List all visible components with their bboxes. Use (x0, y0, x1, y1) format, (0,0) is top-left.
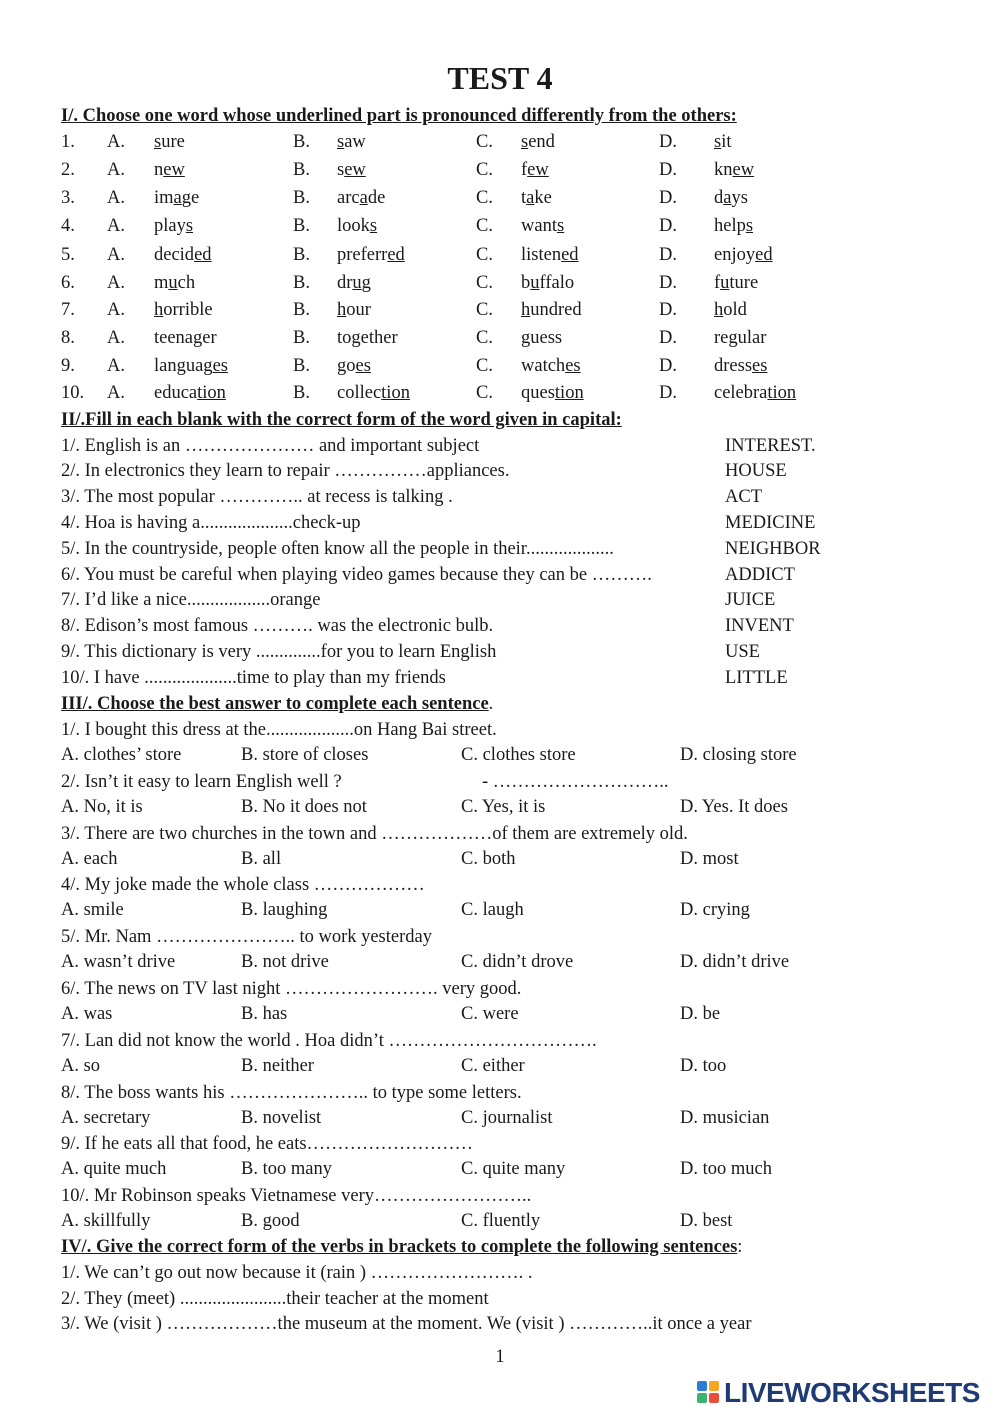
word-prefix: d (714, 188, 724, 208)
mc-option: A. No, it is (61, 796, 143, 817)
question-number: 8. (61, 328, 75, 348)
word-underlined-part: s (337, 132, 345, 152)
word-underlined-part: a (723, 188, 732, 208)
capital-word: ADDICT (725, 565, 795, 585)
capital-word: HOUSE (725, 461, 787, 481)
word-suffix: g (361, 273, 371, 293)
option-word (521, 159, 549, 181)
mc-option: D. musician (680, 1107, 770, 1128)
mc-option: C. clothes store (461, 745, 576, 765)
option-word (714, 131, 731, 153)
verb-sentence: 2/. They (meet) .......................their teacher at the moment (61, 1289, 489, 1309)
option-word (154, 159, 185, 181)
word-prefix: collec (337, 383, 382, 403)
option-letter: C. (476, 245, 493, 265)
fill-blank-sentence: 10/. I have ....................time to play than my friends (61, 668, 446, 688)
word-underlined-part: tion (381, 383, 410, 403)
question-number: 6. (61, 273, 75, 293)
option-letter: B. (293, 383, 310, 403)
word-suffix: de (367, 188, 386, 208)
word-prefix: languag (154, 356, 213, 376)
mc-question: 4/. My joke made the whole class ……………… (61, 875, 425, 896)
mc-option: C. Yes, it is (461, 796, 546, 817)
option-word (521, 299, 582, 321)
word-prefix: help (714, 216, 746, 236)
section-1-heading-text: I/. Choose one word whose underlined part is pronounced differently from the others: (61, 106, 737, 126)
option-letter: A. (107, 160, 125, 180)
word-suffix: ure (161, 132, 185, 152)
section-3-heading-tail: . (488, 694, 494, 714)
option-word (714, 355, 767, 377)
capital-word: USE (725, 642, 760, 662)
mc-option: B. too many (241, 1159, 332, 1180)
verb-sentence: 1/. We can’t go out now because it (rain ) ……………………. . (61, 1263, 533, 1283)
mc-option: D. best (680, 1211, 733, 1232)
logo-text: LIVEWORKSHEETS (724, 1377, 980, 1408)
mc-option: B. good (241, 1211, 300, 1232)
word-underlined-part: a (173, 188, 182, 208)
word-suffix: ys (731, 188, 748, 208)
option-word (521, 215, 564, 237)
mc-option: C. either (461, 1055, 525, 1076)
mc-option: B. store of closes (241, 745, 369, 765)
mc-question: 5/. Mr. Nam ………………….. to work yesterday (61, 927, 432, 948)
word-underlined-part: s (714, 132, 722, 152)
word-prefix: watch (521, 356, 566, 376)
option-word (154, 299, 213, 321)
section-4-heading (61, 1236, 742, 1258)
mc-option: A. was (61, 1004, 113, 1024)
word-underlined-part: es (565, 356, 581, 376)
option-word (714, 299, 747, 321)
word-prefix: preferr (337, 245, 388, 265)
section-3-heading (61, 693, 493, 715)
fill-blank-sentence: 6/. You must be careful when playing video games because they can be ………. (61, 565, 652, 585)
word-prefix: re (714, 328, 729, 348)
question-number: 7. (61, 300, 75, 320)
capital-word: LITTLE (725, 668, 788, 688)
option-letter: D. (659, 216, 677, 236)
capital-word: INVENT (725, 616, 794, 636)
word-prefix: kn (714, 160, 733, 180)
word-prefix: s (337, 160, 345, 180)
word-suffix: aw (344, 132, 366, 152)
option-letter: A. (107, 245, 125, 265)
option-letter: B. (293, 356, 310, 376)
option-letter: A. (107, 356, 125, 376)
mc-answer-blank: - ……………………….. (482, 771, 669, 792)
word-suffix: old (723, 300, 747, 320)
fill-blank-sentence: 5/. In the countryside, people often know all the people in their................... (61, 539, 614, 559)
word-prefix: b (521, 273, 531, 293)
option-word (521, 131, 555, 153)
mc-question: 7/. Lan did not know the world . Hoa didn’t ……………………………. (61, 1030, 597, 1051)
logo-mark-icon (697, 1381, 721, 1405)
option-word (154, 327, 217, 349)
word-prefix: dress (714, 356, 753, 376)
mc-option: D. didn’t drive (680, 952, 790, 973)
mc-option: A. smile (61, 900, 124, 921)
mc-question: 1/. I bought this dress at the...................on Hang Bai street. (61, 720, 497, 740)
option-word (337, 187, 385, 209)
option-letter: B. (293, 216, 310, 236)
word-underlined-part: s (745, 216, 754, 236)
option-word (521, 187, 552, 209)
option-word (154, 215, 193, 237)
option-word (337, 299, 371, 321)
option-word (714, 187, 748, 209)
option-letter: B. (293, 245, 310, 265)
word-underlined-part: s (521, 132, 529, 152)
word-prefix: enjoy (714, 245, 756, 265)
option-letter: B. (293, 132, 310, 152)
word-prefix: f (521, 160, 528, 180)
option-word (521, 327, 562, 349)
word-underlined-part: ed (755, 245, 773, 265)
option-letter: C. (476, 160, 493, 180)
fill-blank-sentence: 9/. This dictionary is very ..............for you to learn English (61, 642, 497, 662)
word-underlined-part: ew (527, 160, 549, 180)
mc-option: D. too much (680, 1159, 772, 1180)
question-number: 4. (61, 216, 75, 236)
capital-word: ACT (725, 487, 762, 507)
word-prefix: look (337, 216, 370, 236)
option-letter: C. (476, 356, 493, 376)
word-underlined-part: s (185, 216, 194, 236)
mc-option: D. Yes. It does (680, 796, 788, 817)
option-word (714, 382, 796, 404)
word-underlined-part: h (337, 300, 347, 320)
word-underlined-part: u (720, 273, 730, 293)
word-prefix: decid (154, 245, 195, 265)
option-letter: D. (659, 160, 677, 180)
option-word (337, 131, 366, 153)
word-suffix: ular (737, 328, 767, 348)
capital-word: JUICE (725, 590, 776, 610)
question-number: 10. (61, 383, 85, 403)
option-word (337, 159, 366, 181)
word-underlined-part: ed (561, 245, 579, 265)
option-word (521, 355, 581, 377)
option-word (154, 272, 195, 294)
word-prefix: want (521, 216, 557, 236)
mc-option: A. quite much (61, 1159, 167, 1180)
test-title: TEST 4 (447, 60, 553, 96)
fill-blank-sentence: 2/. In electronics they learn to repair ……………appliances. (61, 461, 510, 481)
option-word (337, 244, 405, 266)
mc-option: B. No it does not (241, 796, 367, 817)
option-letter: C. (476, 300, 493, 320)
mc-option: B. has (241, 1004, 288, 1024)
liveworksheets-logo (697, 1378, 980, 1408)
word-suffix: undred (530, 300, 582, 320)
option-word (714, 215, 753, 237)
word-suffix: end (528, 132, 555, 152)
mc-option: D. closing store (680, 745, 797, 765)
question-number: 2. (61, 160, 75, 180)
word-suffix: our (346, 300, 371, 320)
mc-option: D. most (680, 848, 739, 869)
option-word (521, 272, 574, 294)
section-1-heading (61, 105, 737, 127)
word-underlined-part: h (154, 300, 164, 320)
mc-option: A. clothes’ store (61, 745, 182, 765)
option-letter: B. (293, 188, 310, 208)
mc-question: 6/. The news on TV last night ……………………. very good. (61, 979, 522, 999)
capital-word: INTEREST. (725, 436, 816, 456)
word-prefix: go (337, 356, 356, 376)
mc-option: B. novelist (241, 1107, 322, 1128)
word-underlined-part: s (369, 216, 378, 236)
section-4-heading-tail: : (737, 1237, 743, 1257)
word-prefix: to (337, 328, 352, 348)
word-suffix: ke (534, 188, 552, 208)
option-word (521, 382, 584, 404)
option-word (714, 244, 773, 266)
word-underlined-part: tion (767, 383, 797, 403)
word-prefix: im (154, 188, 174, 208)
section-2-heading-text: II/.Fill in each blank with the correct form of the word given in capital: (61, 410, 622, 430)
word-underlined-part: a (359, 188, 368, 208)
mc-option: C. quite many (461, 1159, 566, 1180)
option-letter: D. (659, 245, 677, 265)
word-underlined-part: ew (163, 160, 185, 180)
mc-option: B. not drive (241, 952, 329, 973)
option-letter: D. (659, 132, 677, 152)
mc-option: C. were (461, 1004, 519, 1024)
mc-option: A. secretary (61, 1107, 151, 1128)
option-letter: D. (659, 383, 677, 403)
word-suffix: ch (177, 273, 196, 293)
word-underlined-part: ed (387, 245, 405, 265)
option-word (714, 272, 758, 294)
section-3-heading-text: III/. Choose the best answer to complete each sentence (61, 694, 489, 714)
mc-option: D. be (680, 1004, 721, 1024)
word-suffix: ge (181, 188, 200, 208)
word-underlined-part: a (526, 188, 535, 208)
option-word (154, 131, 185, 153)
question-number: 3. (61, 188, 75, 208)
word-underlined-part: s (154, 132, 162, 152)
word-suffix: it (721, 132, 732, 152)
mc-option: B. laughing (241, 900, 328, 921)
option-word (337, 355, 371, 377)
word-underlined-part: g (521, 328, 531, 348)
word-underlined-part: ed (194, 245, 212, 265)
option-letter: C. (476, 383, 493, 403)
option-letter: C. (476, 132, 493, 152)
option-letter: D. (659, 328, 677, 348)
word-prefix: celebra (714, 383, 768, 403)
word-prefix: educa (154, 383, 198, 403)
word-prefix: n (154, 160, 164, 180)
mc-option: D. crying (680, 900, 750, 921)
question-number: 1. (61, 132, 75, 152)
capital-word: MEDICINE (725, 513, 816, 533)
verb-sentence: 3/. We (visit ) ………………the museum at the moment. We (visit ) …………..it once a year (61, 1314, 752, 1334)
option-letter: C. (476, 216, 493, 236)
option-letter: B. (293, 273, 310, 293)
capital-word: NEIGHBOR (725, 539, 821, 559)
mc-question: 10/. Mr Robinson speaks Vietnamese very…………………….. (61, 1186, 532, 1207)
mc-option: D. too (680, 1055, 727, 1076)
word-underlined-part: u (530, 273, 540, 293)
option-letter: A. (107, 273, 125, 293)
word-underlined-part: h (714, 300, 724, 320)
mc-option: C. both (461, 848, 516, 869)
word-underlined-part: tion (554, 383, 584, 403)
fill-blank-sentence: 4/. Hoa is having a....................check-up (61, 513, 361, 533)
option-letter: A. (107, 188, 125, 208)
word-prefix: ques (521, 383, 555, 403)
word-prefix: m (154, 273, 169, 293)
word-prefix: f (714, 273, 721, 293)
option-letter: A. (107, 383, 125, 403)
word-underlined-part: es (752, 356, 768, 376)
option-letter: D. (659, 273, 677, 293)
mc-option: B. all (241, 848, 282, 869)
option-word (714, 327, 766, 349)
option-letter: D. (659, 356, 677, 376)
mc-option: C. journalist (461, 1107, 553, 1128)
word-underlined-part: ew (732, 160, 755, 180)
mc-option: B. neither (241, 1055, 314, 1076)
question-number: 9. (61, 356, 75, 376)
word-suffix: er (202, 328, 217, 348)
mc-option: C. didn’t drove (461, 952, 574, 973)
option-letter: A. (107, 328, 125, 348)
word-suffix: uess (530, 328, 563, 348)
mc-question: 8/. The boss wants his ………………….. to type some letters. (61, 1082, 522, 1103)
mc-question: 3/. There are two churches in the town and ………………of them are extremely old. (61, 823, 688, 844)
option-letter: A. (107, 216, 125, 236)
word-underlined-part: ew (344, 160, 366, 180)
section-4-heading-text: IV/. Give the correct form of the verbs in brackets to complete the following sentences (61, 1237, 738, 1257)
word-underlined-part: g (728, 328, 738, 348)
word-underlined-part: u (168, 273, 178, 293)
option-letter: C. (476, 188, 493, 208)
word-prefix: t (521, 188, 527, 208)
word-underlined-part: s (556, 216, 565, 236)
fill-blank-sentence: 7/. I’d like a nice..................orange (61, 590, 321, 610)
word-underlined-part: g (193, 328, 203, 348)
mc-option: A. each (61, 848, 118, 869)
option-word (154, 244, 212, 266)
option-word (521, 244, 579, 266)
option-word (154, 187, 199, 209)
mc-option: A. so (61, 1055, 101, 1076)
word-suffix: ether (360, 328, 398, 348)
option-letter: C. (476, 273, 493, 293)
option-word (337, 215, 377, 237)
option-word (714, 159, 754, 181)
word-prefix: play (154, 216, 186, 236)
option-letter: B. (293, 160, 310, 180)
word-prefix: listen (521, 245, 562, 265)
mc-option: C. fluently (461, 1211, 541, 1232)
option-letter: A. (107, 132, 125, 152)
option-letter: B. (293, 300, 310, 320)
word-underlined-part: u (352, 273, 362, 293)
word-prefix: dr (337, 273, 353, 293)
mc-option: C. laugh (461, 900, 524, 921)
mc-option: A. wasn’t drive (61, 952, 176, 973)
word-prefix: teena (154, 328, 194, 348)
option-word (154, 382, 226, 404)
mc-option: A. skillfully (61, 1211, 151, 1232)
word-underlined-part: es (212, 356, 228, 376)
word-underlined-part: h (521, 300, 531, 320)
option-letter: D. (659, 300, 677, 320)
option-letter: A. (107, 300, 125, 320)
word-underlined-part: tion (197, 383, 226, 403)
fill-blank-sentence: 1/. English is an ………………… and important subject (61, 436, 480, 456)
fill-blank-sentence: 8/. Edison’s most famous ………. was the electronic bulb. (61, 616, 494, 636)
option-word (337, 272, 371, 294)
mc-question: 9/. If he eats all that food, he eats……………………… (61, 1134, 474, 1155)
question-number: 5. (61, 245, 75, 265)
page-number: 1 (495, 1347, 505, 1367)
word-prefix: arc (337, 188, 360, 208)
option-word (154, 355, 228, 377)
word-underlined-part: g (351, 328, 361, 348)
option-letter: D. (659, 188, 677, 208)
option-letter: B. (293, 328, 310, 348)
word-suffix: ture (729, 273, 759, 293)
mc-question: 2/. Isn’t it easy to learn English well ? (61, 771, 342, 792)
fill-blank-sentence: 3/. The most popular ………….. at recess is talking . (61, 487, 453, 507)
word-suffix: ffalo (539, 273, 575, 293)
option-letter: C. (476, 328, 493, 348)
section-2-heading (61, 409, 622, 431)
option-word (337, 327, 398, 349)
word-suffix: orrible (163, 300, 213, 320)
word-underlined-part: es (355, 356, 371, 376)
option-word (337, 382, 410, 404)
